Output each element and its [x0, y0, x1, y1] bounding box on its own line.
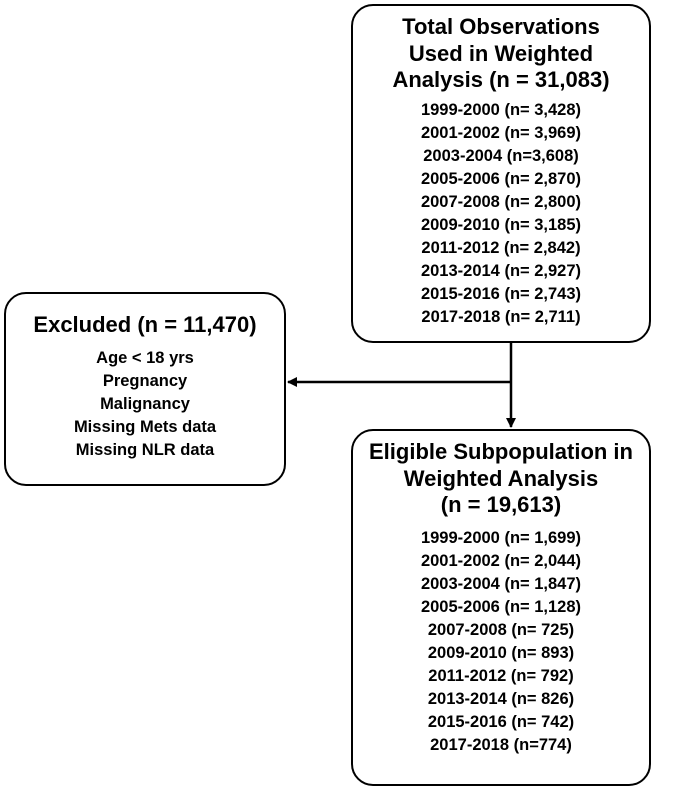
excluded-criteria-list: [6, 347, 284, 462]
list-item: 2011-2012 (n= 2,842): [421, 238, 581, 257]
title-line: Analysis (n = 31,083): [392, 67, 610, 92]
list-item: 2009-2010 (n= 893): [427, 643, 575, 662]
excluded-box: [4, 292, 286, 486]
list-item: 2017-2018 (n=774): [430, 735, 572, 754]
title-line: Total Observations: [402, 14, 600, 39]
list-item: 2015-2016 (n= 742): [427, 712, 575, 731]
list-item: 2003-2004 (n=3,608): [423, 146, 579, 165]
list-item: 2015-2016 (n= 2,743): [420, 284, 582, 303]
title-line: Eligible Subpopulation in: [369, 439, 633, 464]
list-item: 2003-2004 (n= 1,847): [420, 574, 582, 593]
list-item: 2007-2008 (n= 2,800): [420, 192, 582, 211]
list-item: Age < 18 yrs: [96, 348, 194, 367]
list-item: 2005-2006 (n= 1,128): [420, 597, 582, 616]
list-item: 2009-2010 (n= 3,185): [420, 215, 582, 234]
list-item: 2005-2006 (n= 2,870): [420, 169, 582, 188]
list-item: Missing Mets data: [73, 417, 217, 436]
list-item: 2013-2014 (n= 2,927): [420, 261, 582, 280]
list-item: Pregnancy: [102, 371, 188, 390]
total-observations-box: [351, 4, 651, 343]
list-item: Malignancy: [100, 394, 190, 413]
eligible-subpopulation-title: [353, 439, 649, 519]
total-observations-list: [353, 99, 649, 329]
excluded-title: Excluded (n = 11,470): [33, 312, 257, 337]
eligible-subpopulation-list: [353, 527, 649, 757]
total-observations-title: [353, 14, 649, 94]
eligible-subpopulation-box: [351, 429, 651, 786]
list-item: 2013-2014 (n= 826): [427, 689, 575, 708]
list-item: 2011-2012 (n= 792): [428, 666, 574, 685]
list-item: Missing NLR data: [75, 440, 215, 459]
list-item: 1999-2000 (n= 3,428): [420, 100, 582, 119]
title-line: Weighted Analysis: [403, 465, 599, 491]
title-line: Used in Weighted: [408, 40, 594, 66]
list-item: 2007-2008 (n= 725): [427, 620, 575, 639]
title-line: (n = 19,613): [440, 492, 562, 517]
list-item: 1999-2000 (n= 1,699): [420, 528, 582, 547]
list-item: 2017-2018 (n= 2,711): [421, 307, 581, 326]
list-item: 2001-2002 (n= 3,969): [420, 123, 582, 142]
list-item: 2001-2002 (n= 2,044): [420, 551, 582, 570]
